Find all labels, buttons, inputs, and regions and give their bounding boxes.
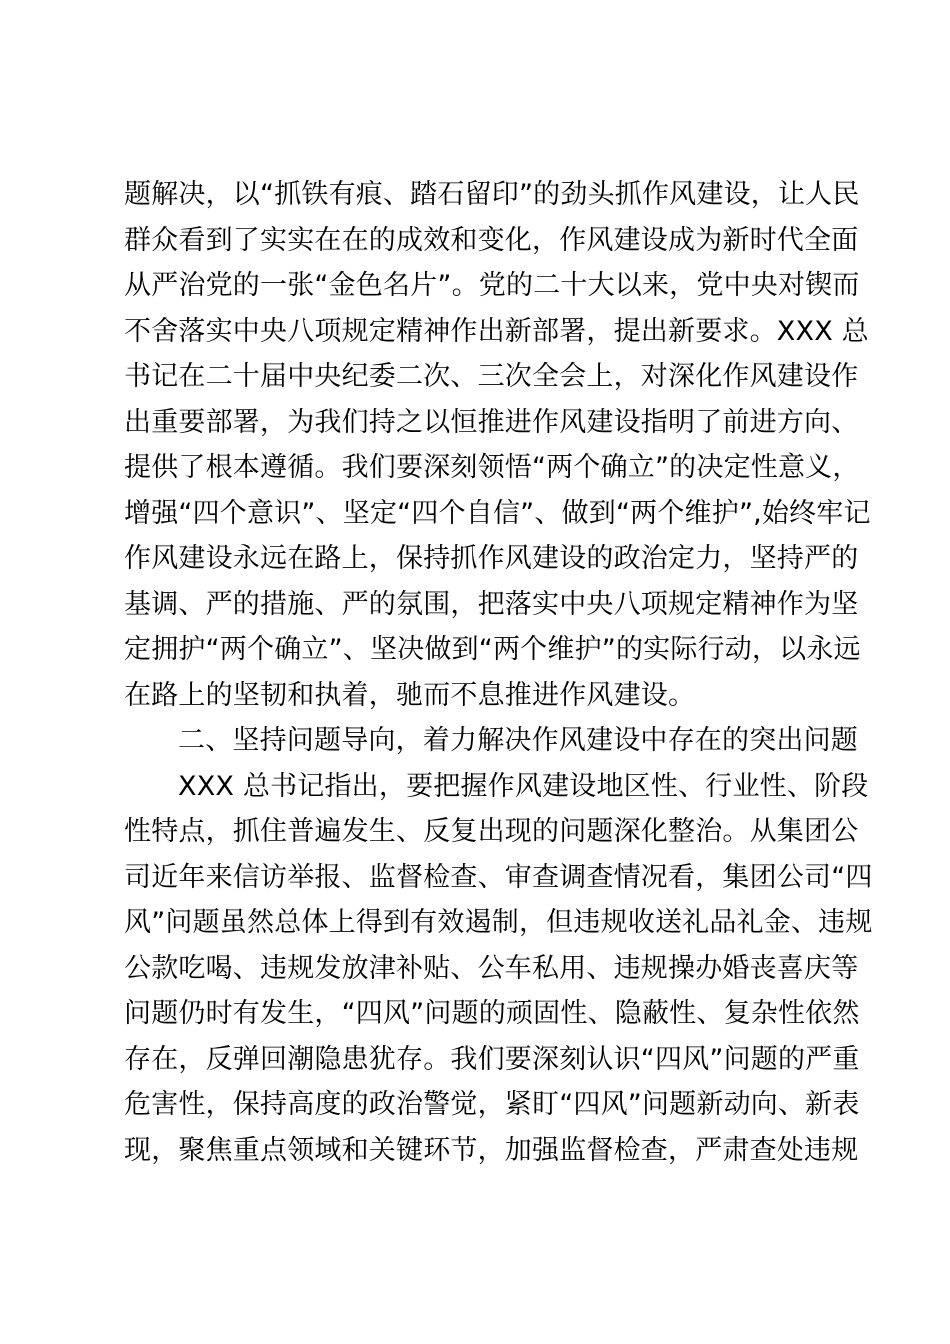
- paragraph-line: 增强“四个意识”、坚定“四个自信”、做到“两个维护”,始终牢记: [124, 497, 871, 529]
- section-heading: 二、坚持问题导向，着力解决作风建设中存在的突出问题: [178, 725, 858, 756]
- paragraph-line: 公款吃喝、违规发放津补贴、公车私用、违规操办婚丧喜庆等: [124, 952, 859, 984]
- paragraph-line: 问题仍时有发生，“四风”问题的顽固性、隐蔽性、复杂性依然: [124, 998, 860, 1029]
- paragraph-line: 风”问题虽然总体上得到有效遏制，但违规收送礼品礼金、违规: [124, 907, 873, 938]
- paragraph-line: 出重要部署，为我们持之以恒推进作风建设指明了前进方向、: [124, 406, 859, 438]
- paragraph-line: 从严治党的一张“金色名片”。党的二十大以来，党中央对锲而: [124, 270, 860, 301]
- paragraph-line: 提供了根本遵循。我们要深刻领悟“两个确立”的决定性意义，: [124, 452, 860, 483]
- paragraph-two: [124, 764, 873, 1174]
- paragraph-line: 基调、严的措施、严的氛围，把落实中央八项规定精神作为坚: [124, 588, 859, 620]
- paragraph-line: 司近年来信访举报、监督检查、审查调查情况看，集团公司“四: [124, 861, 873, 893]
- paragraph-line: 群众看到了实实在在的成效和变化，作风建设成为新时代全面: [124, 224, 859, 256]
- paragraph-line: 性特点，抓住普遍发生、反复出现的问题深化整治。从集团公: [124, 816, 859, 847]
- paragraph-line: 定拥护“两个确立”、坚决做到“两个维护”的实际行动，以永远: [124, 634, 861, 665]
- paragraph-line: 危害性，保持高度的政治警觉，紧盯“四风”问题新动向、新表: [124, 1089, 860, 1120]
- paragraph-line: 书记在二十届中央纪委二次、三次全会上，对深化作风建设作: [124, 361, 859, 392]
- paragraph-line: XXX 总书记指出，要把握作风建设地区性、行业性、阶段: [178, 770, 869, 802]
- document-body: [124, 172, 873, 1173]
- paragraph-continued: [124, 172, 871, 718]
- paragraph-line: 现，聚焦重点领域和关键环节，加强监督检查，严肃查处违规: [124, 1134, 859, 1166]
- paragraph-line: 作风建设永远在路上，保持抓作风建设的政治定力，坚持严的: [124, 543, 859, 574]
- paragraph-line: 不舍落实中央八项规定精神作出新部署，提出新要求。XXX 总: [124, 315, 869, 347]
- paragraph-line: 存在，反弹回潮隐患犹存。我们要深刻认识“四风”问题的严重: [124, 1043, 860, 1075]
- paragraph-line: 题解决，以“抓铁有痕、踏石留印”的劲头抓作风建设，让人民: [124, 179, 860, 210]
- paragraph-line: 在路上的坚韧和执着，驰而不息推进作风建设。: [124, 679, 696, 711]
